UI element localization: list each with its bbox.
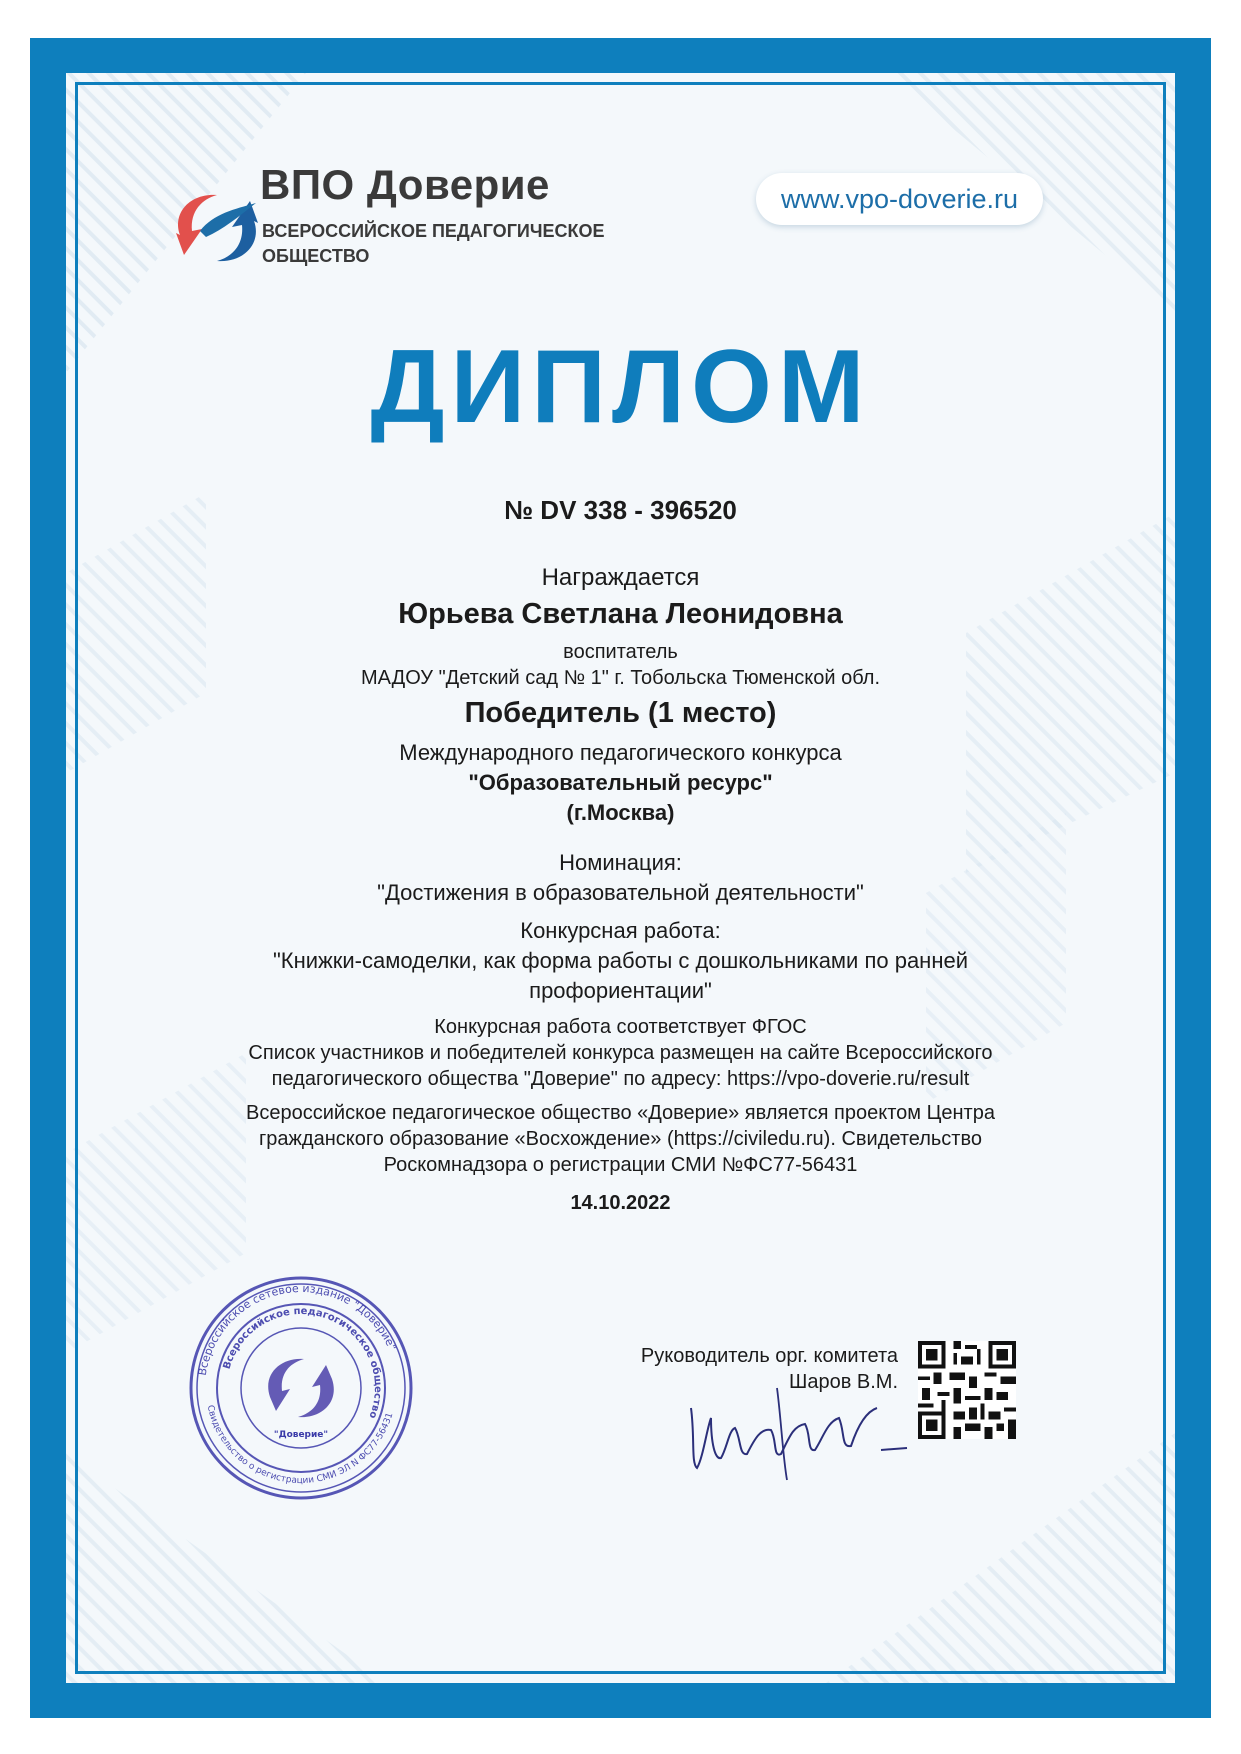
- diploma-number: № DV 338 - 396520: [504, 495, 737, 525]
- issue-date: 14.10.2022: [570, 1192, 671, 1214]
- brand-subtitle: ВСЕРОССИЙСКОЕ ПЕДАГОГИЧЕСКОЕ ОБЩЕСТВО: [262, 221, 605, 266]
- document-title: ДИПЛОМ: [370, 329, 871, 445]
- brand-title: ВПО Доверие: [260, 161, 550, 208]
- work-value: "Книжки-самоделки, как форма работы с дошкольниками по ранней профориентации": [272, 948, 969, 1003]
- award-place: Победитель (1 место): [464, 697, 777, 729]
- signatory-name: Шаров В.М.: [789, 1371, 898, 1393]
- awarded-label: Награждается: [541, 564, 700, 591]
- contest-label: Международного педагогического конкурса: [399, 740, 842, 765]
- qr-code-icon: [918, 1341, 1016, 1439]
- project-info-text: Всероссийское педагогическое общество «Доверие» является проектом Центра гражданского образование «Восхождение» (https://civiledu.ru). Свидетельство Роскомнадзора о регистрации СМИ №ФС77-56431: [246, 1102, 995, 1176]
- contest-city: (г.Москва): [566, 800, 675, 825]
- recipient-organization: МАДОУ "Детский сад № 1" г. Тобольска Тюменской обл.: [360, 667, 881, 689]
- signatory-role: Руководитель орг. комитета: [640, 1345, 898, 1367]
- stamp-bottom-text: Свидетельство о регистрации СМИ ЭЛ N ФС77-56431: [204, 1404, 396, 1487]
- stamp-outer-text: Всероссийское сетевое издание "Доверие": [195, 1281, 399, 1377]
- diploma-body: [186, 495, 1055, 1215]
- recipient-name: Юрьева Светлана Леонидовна: [398, 598, 843, 630]
- official-stamp-icon: [186, 1273, 416, 1503]
- vpo-doverie-logo-icon: [162, 173, 272, 283]
- outer-frame: [30, 38, 1211, 1718]
- fgos-text: Конкурсная работа соответствует ФГОС: [434, 1016, 807, 1038]
- contest-name: "Образовательный ресурс": [468, 770, 773, 795]
- nomination-value: "Достижения в образовательной деятельности": [377, 880, 864, 905]
- inner-panel: [66, 73, 1175, 1683]
- recipient-position: воспитатель: [563, 641, 678, 663]
- stamp-center-text: "Доверие": [273, 1430, 329, 1440]
- website-link[interactable]: www.vpo-doverie.ru: [756, 173, 1043, 225]
- results-list-text: Список участников и победителей конкурса размещен на сайте Всероссийского педагогического общества "Доверие" по адресу: https://vpo-doverie.ru/result: [248, 1042, 993, 1090]
- nomination-label: Номинация:: [559, 850, 682, 875]
- handwritten-signature-icon: [681, 1368, 911, 1488]
- stamp-inner-text: Всероссийское педагогическое общество: [221, 1305, 384, 1420]
- work-label: Конкурсная работа:: [520, 918, 721, 943]
